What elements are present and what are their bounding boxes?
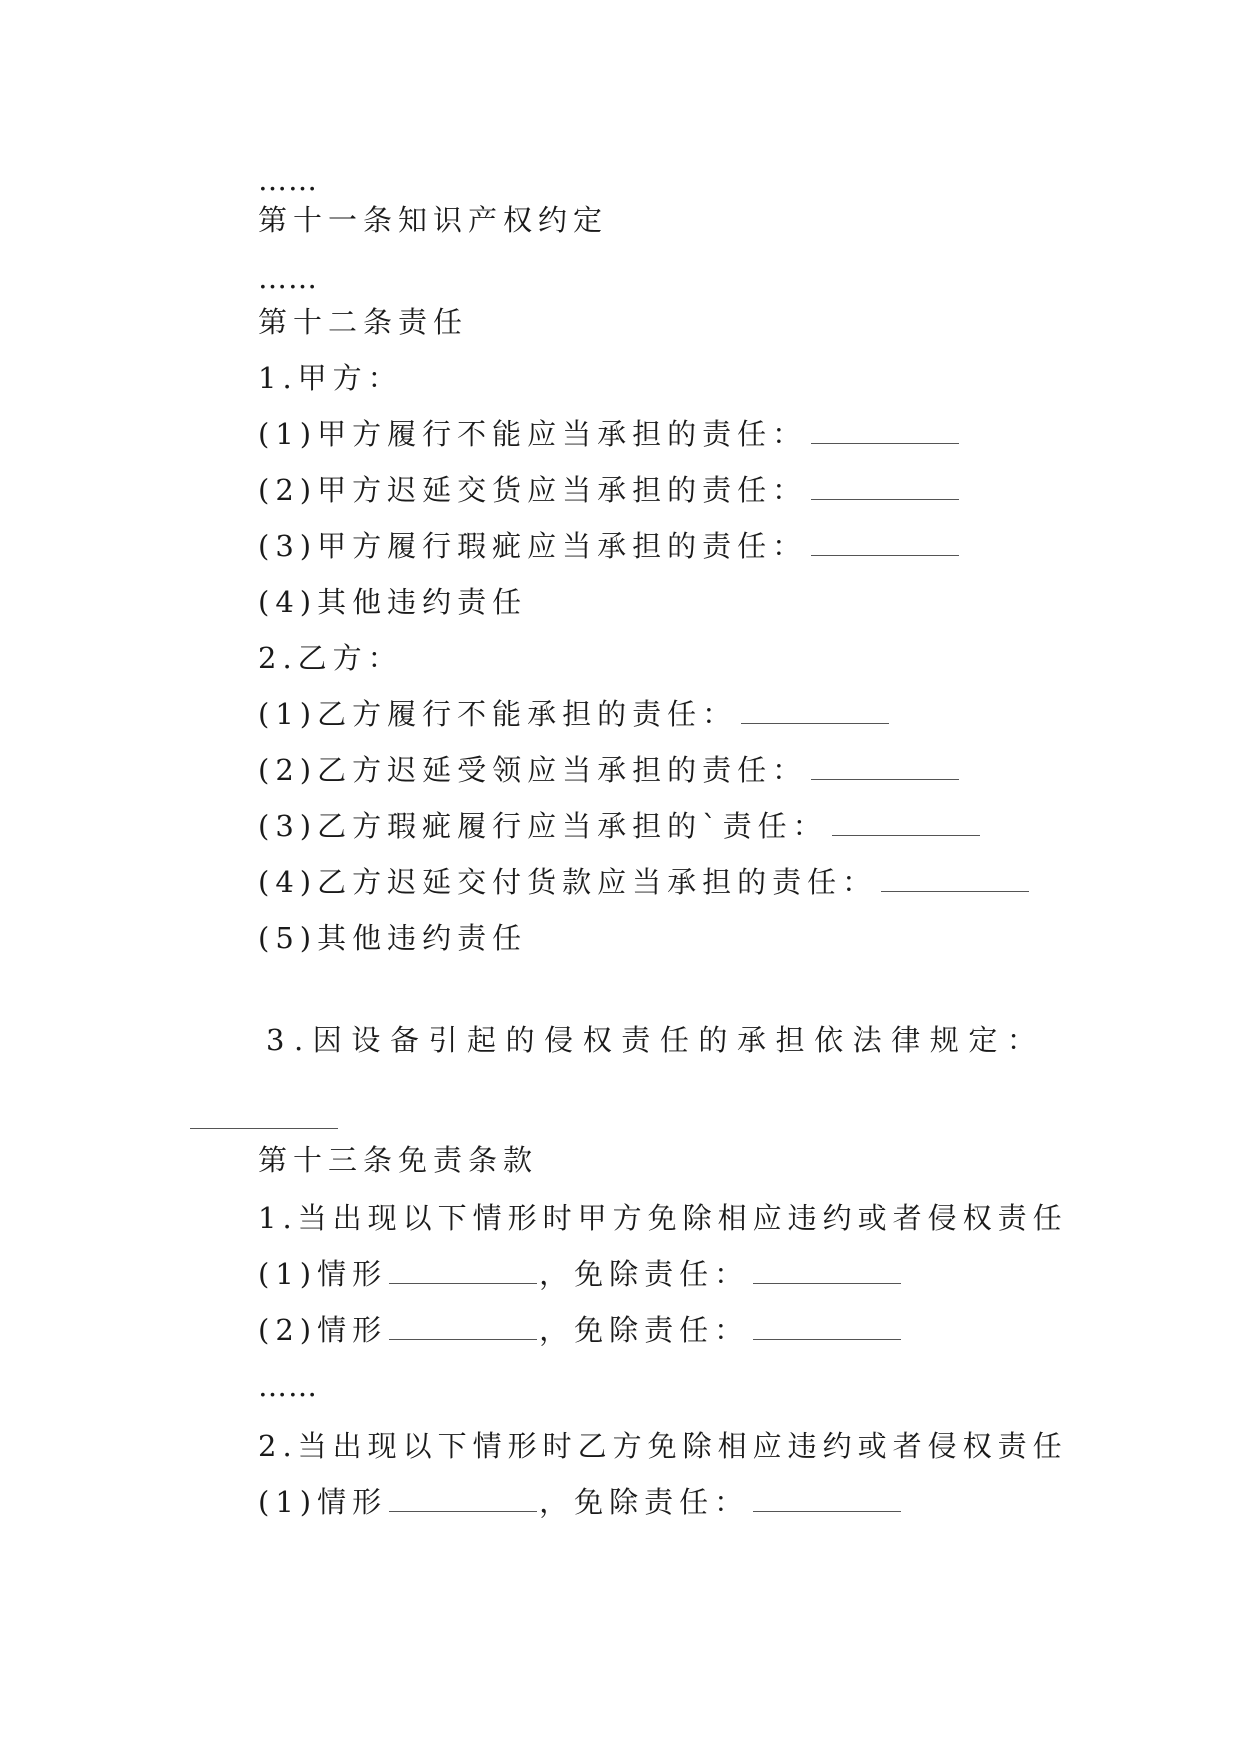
party-a-clause-3 — [258, 526, 959, 566]
clause-text: (2)情形 — [258, 1313, 388, 1347]
clause-text: ，免除责任： — [539, 1485, 750, 1519]
justified-char: 依 — [814, 1023, 844, 1057]
fill-in-blank — [753, 1489, 901, 1512]
justified-char: 律 — [891, 1023, 921, 1057]
party-a-exemption-1 — [258, 1254, 901, 1294]
fill-in-blank — [811, 757, 959, 780]
justified-char: 规 — [929, 1023, 959, 1057]
party-b-clause-5: (5)其他违约责任 — [258, 921, 528, 955]
party-a-exemption-heading: 1.当出现以下情形时甲方免除相应违约或者侵权责任 — [258, 1201, 1068, 1235]
justified-char: 定 — [968, 1023, 998, 1057]
fill-in-blank — [753, 1317, 901, 1340]
justified-char: 权 — [582, 1023, 612, 1057]
fill-in-blank — [881, 869, 1029, 892]
party-a-heading: 1.甲方： — [258, 361, 403, 395]
justified-char: 的 — [505, 1023, 535, 1057]
clause-text: (2)乙方迟延受领应当承担的责任： — [258, 753, 808, 787]
justified-char: 法 — [852, 1023, 882, 1057]
clause-text: (1)乙方履行不能承担的责任： — [258, 697, 738, 731]
ellipsis-1: …… — [258, 163, 318, 197]
party-b-clause-2 — [258, 750, 959, 790]
party-a-clause-1 — [258, 414, 959, 454]
justified-char: 任 — [659, 1023, 689, 1057]
clause-text: (2)甲方迟延交货应当承担的责任： — [258, 473, 808, 507]
party-a-clause-2 — [258, 470, 959, 510]
justified-char: 侵 — [544, 1023, 574, 1057]
party-b-exemption-1 — [258, 1482, 901, 1522]
party-b-clause-3 — [258, 806, 980, 846]
fill-in-blank — [741, 701, 889, 724]
justified-char: 承 — [736, 1023, 766, 1057]
clause-text: (1)甲方履行不能应当承担的责任： — [258, 417, 808, 451]
clause-text: (4)乙方迟延交付货款应当承担的责任： — [258, 865, 878, 899]
clause-text: ，免除责任： — [539, 1257, 750, 1291]
infringement-clause — [266, 1020, 1036, 1060]
party-a-exemption-2 — [258, 1310, 901, 1350]
fill-in-blank — [811, 421, 959, 444]
justified-char: 备 — [389, 1023, 419, 1057]
justified-char: 引 — [428, 1023, 458, 1057]
fill-in-blank — [832, 813, 980, 836]
fill-in-blank — [389, 1489, 537, 1512]
justified-char: 设 — [351, 1023, 381, 1057]
ellipsis-2: …… — [258, 261, 318, 295]
justified-char: 担 — [775, 1023, 805, 1057]
fill-in-blank — [753, 1261, 901, 1284]
article-12-heading: 第十二条责任 — [258, 305, 469, 339]
justified-char: ： — [1006, 1023, 1036, 1057]
clause-text: (3)乙方瑕疵履行应当承担的`责任： — [258, 809, 828, 843]
clause-text: (1)情形 — [258, 1257, 388, 1291]
article-13-heading: 第十三条免责条款 — [258, 1143, 539, 1177]
justified-char: 的 — [698, 1023, 728, 1057]
article-11-heading: 第十一条知识产权约定 — [258, 203, 609, 237]
justified-char: 因 — [312, 1023, 342, 1057]
clause-text: (3)甲方履行瑕疵应当承担的责任： — [258, 529, 808, 563]
ellipsis-3: …… — [258, 1369, 318, 1403]
fill-in-blank — [389, 1317, 537, 1340]
clause-text: ，免除责任： — [539, 1313, 750, 1347]
party-b-exemption-heading: 2.当出现以下情形时乙方免除相应违约或者侵权责任 — [258, 1429, 1068, 1463]
justified-char: . — [294, 1023, 304, 1057]
justified-char: 起 — [467, 1023, 497, 1057]
fill-in-blank — [389, 1261, 537, 1284]
fill-in-blank — [811, 533, 959, 556]
party-a-clause-4: (4)其他违约责任 — [258, 585, 528, 619]
party-b-clause-4 — [258, 862, 1029, 902]
clause-text: (1)情形 — [258, 1485, 388, 1519]
fill-in-blank — [190, 1106, 338, 1129]
justified-char: 责 — [621, 1023, 651, 1057]
fill-in-blank — [811, 477, 959, 500]
party-b-heading: 2.乙方： — [258, 641, 403, 675]
party-b-clause-1 — [258, 694, 889, 734]
justified-char: 3 — [266, 1023, 285, 1057]
